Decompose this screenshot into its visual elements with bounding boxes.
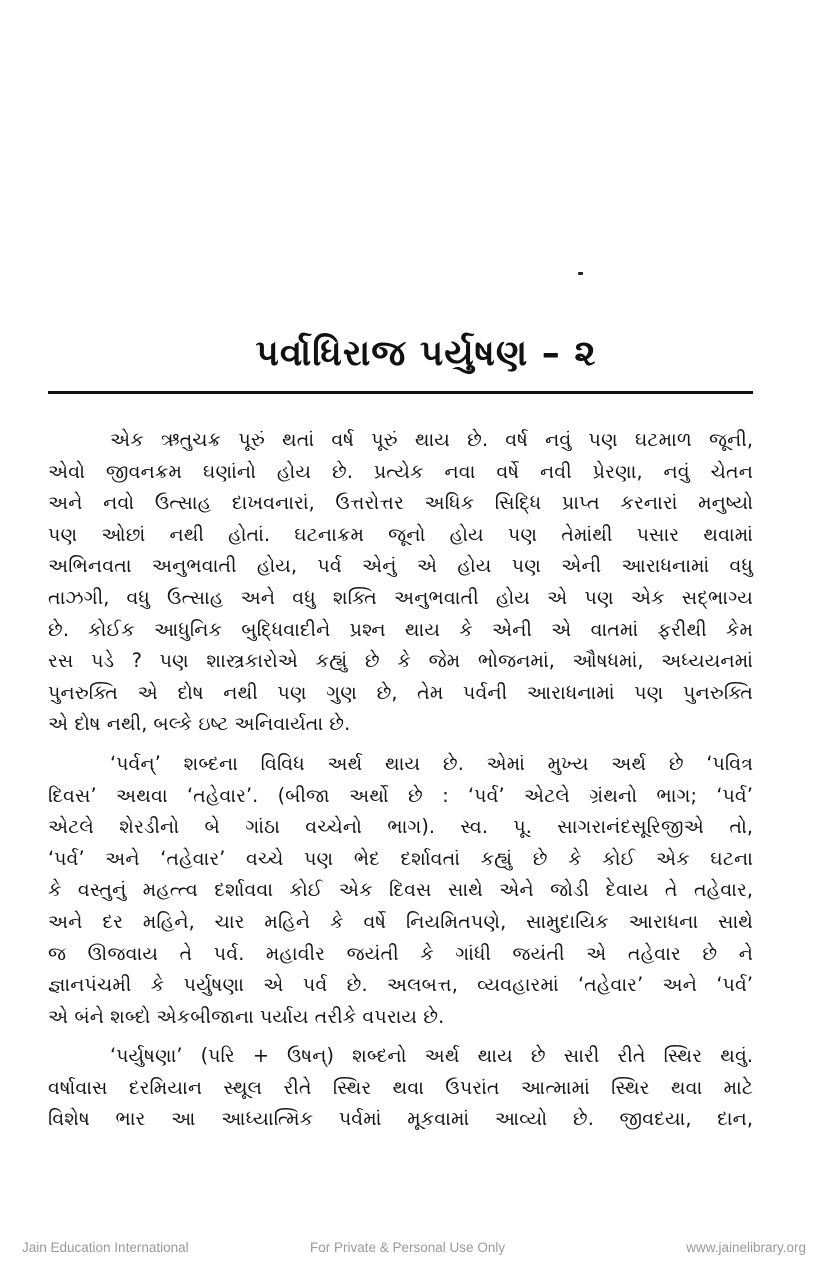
title-rule xyxy=(48,391,753,394)
text-line: એ બંને શબ્દો એકબીજાના પર્યાય તરીકે વપરાય છે. xyxy=(48,1004,445,1028)
body-text xyxy=(48,424,753,1135)
text-line: રસ પડે ? પણ શાસ્ત્રકારોએ કહ્યું છે કે જેમ ભોજનમાં, ઔષધમાં, અધ્યયનમાં xyxy=(48,649,753,673)
text-line: ‘પર્યુષણા’ (પરિ + ઉષન્) શબ્દનો અર્થ થાય છે સારી રીતે સ્થિર થવું. xyxy=(110,1044,753,1068)
text-line: પણ ઓછાં નથી હોતાં. ઘટનાક્રમ જૂનો હોય પણ તેમાંથી પસાર થવામાં xyxy=(48,522,753,546)
text-line: ‘પર્વન્’ શબ્દના વિવિધ અર્થ થાય છે. એમાં મુખ્ય અર્થ છે ‘પવિત્ર xyxy=(110,751,753,775)
text-line: એ દોષ નથી, બલ્કે ઇષ્ટ અનિવાર્યતા છે. xyxy=(48,712,351,736)
paragraph-2 xyxy=(48,748,753,1032)
text-line: કે વસ્તુનું મહત્ત્વ દર્શાવવા કોઈ એક દિવસ સાથે એને જોડી દેવાય તે તહેવાર, xyxy=(48,878,753,902)
text-line: તાઝગી, વધુ ઉત્સાહ અને વધુ શક્તિ અનુભવાતી હોય એ પણ એક સદ્‌ભાગ્ય xyxy=(48,585,753,609)
text-line: એવો જીવનક્રમ ઘણાંનો હોય છે. પ્રત્યેક નવા વર્ષે નવી પ્રેરણા, નવું ચેતન xyxy=(48,459,753,483)
text-line: પુનરુક્તિ એ દોષ નથી પણ ગુણ છે, તેમ પર્વની આરાધનામાં પણ પુનરુક્તિ xyxy=(48,680,753,704)
paragraph-1 xyxy=(48,424,753,740)
footer-usage-notice: For Private & Personal Use Only xyxy=(310,1240,506,1255)
paragraph-3 xyxy=(48,1040,753,1135)
text-line: દિવસ’ અથવા ‘તહેવાર’. (બીજા અર્થો છે : ‘પર્વ’ એટલે ગ્રંથનો ભાગ; ‘પર્વ’ xyxy=(48,783,753,807)
text-line: છે. કોઈક આધુનિક બુદ્ધિવાદીને પ્રશ્ન થાય કે એની એ વાતમાં ફરીથી કેમ xyxy=(48,617,753,641)
footer-website-link[interactable]: www.jainelibrary.org xyxy=(686,1240,806,1255)
text-line: એટલે શેરડીનો બે ગાંઠા વચ્ચેનો ભાગ). સ્વ. પૂ. સાગરાનંદસૂરિજીએ તો, xyxy=(48,815,753,839)
paragraph-gap xyxy=(48,1032,753,1040)
text-line: અભિનવતા અનુભવાતી હોય, પર્વ એનું એ હોય પણ એની આરાધનામાં વધુ xyxy=(48,554,753,578)
text-line: અને દર મહિને, ચાર મહિને કે વર્ષે નિયમિતપણે, સામુદાયિક આરાધના સાથે xyxy=(48,909,753,933)
text-line: વિશેષ ભાર આ આધ્યાત્મિક પર્વમાં મૂકવામાં આવ્યો છે. જીવદયા, દાન, xyxy=(48,1107,753,1131)
page-footer xyxy=(0,1240,828,1260)
text-line: એક ઋતુચક્ર પૂરું થતાં વર્ષ પૂરું થાય છે. વર્ષ નવું પણ ઘટમાળ જૂની, xyxy=(110,428,753,451)
text-line: જ્ઞાનપંચમી કે પર્યુષણા એ પર્વ છે. અલબત્ત, વ્યવહારમાં ‘તહેવાર’ અને ‘પર્વ’ xyxy=(48,973,753,997)
text-line: જ ઊજવાય તે પર્વ. મહાવીર જયંતી કે ગાંધી જયંતી એ તહેવાર છે ને xyxy=(48,941,753,965)
chapter-title: પર્વાધિરાજ પર્યુષણ – ૨ xyxy=(255,333,597,374)
scan-speck xyxy=(578,272,583,275)
paragraph-gap xyxy=(48,740,753,748)
footer-publisher: Jain Education International xyxy=(22,1240,189,1255)
text-line: વર્ષાવાસ દરમિયાન સ્થૂલ રીતે સ્થિર થવા ઉપરાંત આત્મામાં સ્થિર થવા માટે xyxy=(48,1075,753,1099)
text-line: અને નવો ઉત્સાહ દાખવનારાં, ઉત્તરોત્તર અધિક સિદ્ધિ પ્રાપ્ત કરનારાં મનુષ્યો xyxy=(48,491,753,515)
text-line: ‘પર્વ’ અને ‘તહેવાર’ વચ્ચે પણ ભેદ દર્શાવતાં કહ્યું છે કે કોઈ એક ઘટના xyxy=(48,846,753,870)
